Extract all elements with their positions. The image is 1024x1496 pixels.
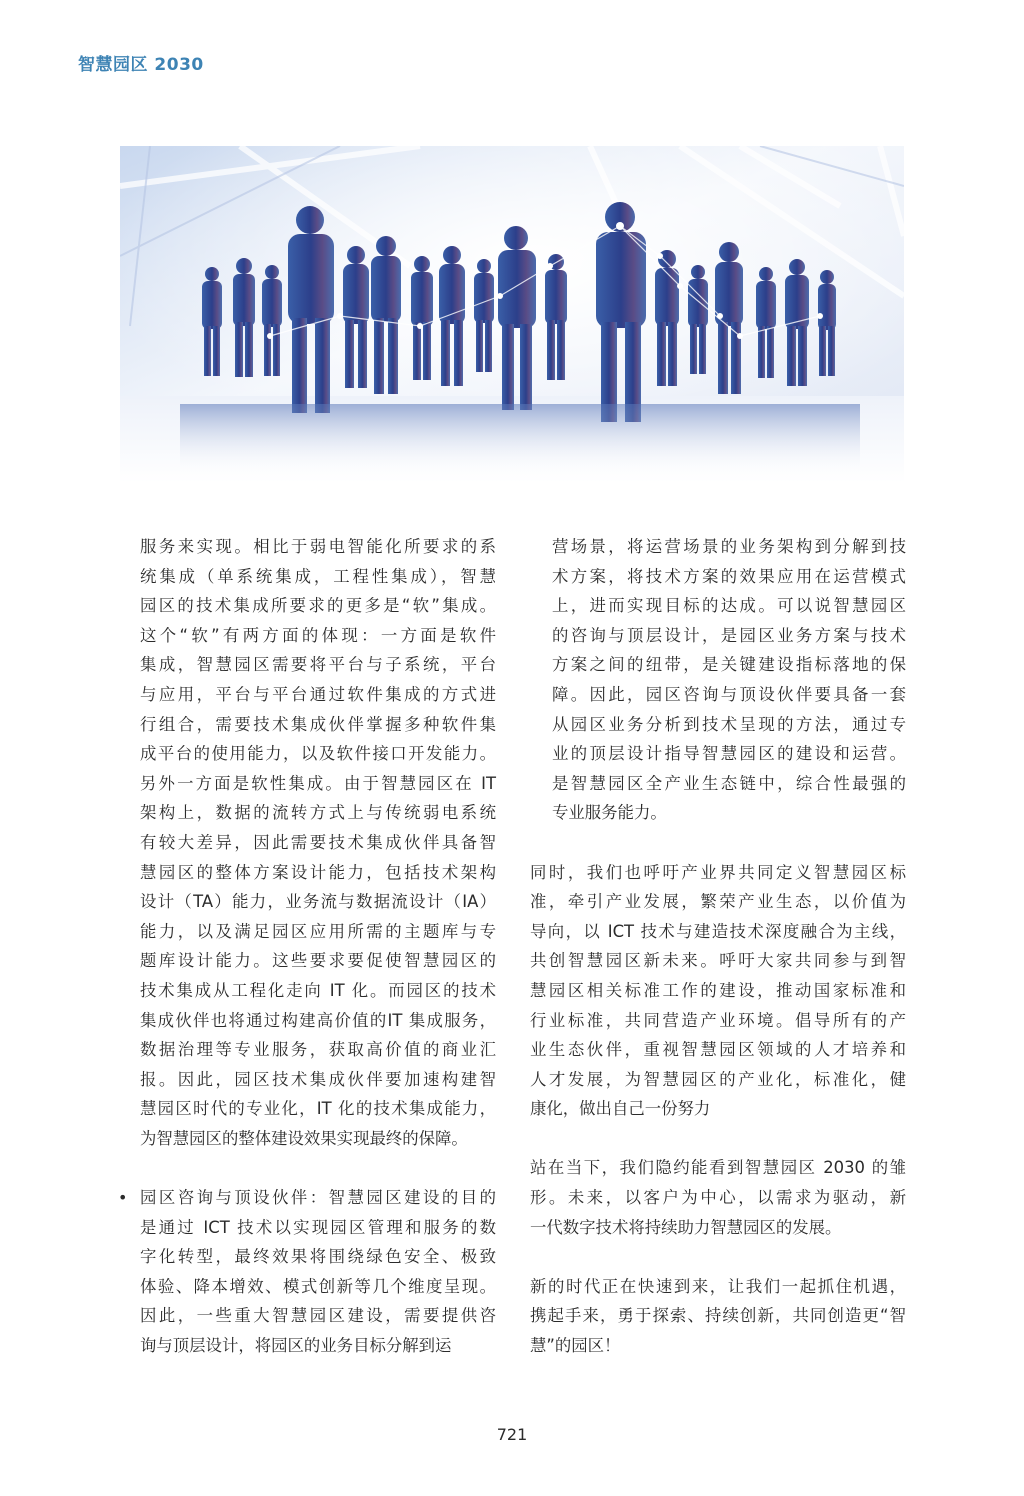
text-line: 架构上，数据的流转方式上与传统弱电系统 (140, 803, 496, 823)
running-header-title: 智慧园区 2030 (78, 55, 204, 75)
left-text-column (118, 532, 496, 1361)
text-line: 准，牵引产业发展，繁荣产业生态，以价值为 (530, 892, 906, 912)
text-line: 因此，一些重大智慧园区建设，需要提供咨 (140, 1306, 496, 1326)
text-line: 同时，我们也呼吁产业界共同定义智慧园区标 (530, 862, 906, 882)
text-line: 行业标准，共同营造产业环境。倡导所有的产 (530, 1010, 906, 1030)
text-line: 题库设计能力。这些要求要促使智慧园区的 (140, 951, 496, 971)
text-line: 统集成（单系统集成，工程性集成），智慧 (140, 566, 496, 586)
text-line: 集成，智慧园区需要将平台与子系统，平台 (140, 655, 496, 675)
text-line: 专业服务能力。 (552, 803, 667, 823)
right-paragraph-vision-2030 (530, 1153, 906, 1242)
text-line: 这个“软”有两方面的体现：一方面是软件 (140, 625, 496, 645)
bullet-item-consulting-partner (118, 1183, 496, 1361)
text-line: 设计（TA）能力，业务流与数据流设计（IA） (140, 892, 496, 912)
text-line: 康化，做出自己一份努力 (530, 1099, 711, 1119)
text-line: 行组合，需要技术集成伙伴掌握多种软件集 (140, 714, 496, 734)
text-line: 有较大差异，因此需要技术集成伙伴具备智 (140, 832, 496, 852)
text-line: 从园区业务分析到技术呈现的方法，通过专 (552, 714, 906, 734)
text-line: 园区咨询与顶设伙伴：智慧园区建设的目的 (140, 1188, 496, 1208)
text-line: 数据治理等专业服务，获取高价值的商业汇 (140, 1040, 496, 1060)
text-line: 障。因此，园区咨询与顶设伙伴要具备一套 (552, 684, 906, 704)
text-line: 业生态伙伴，重视智慧园区领域的人才培养和 (530, 1040, 906, 1060)
right-text-column (530, 532, 906, 1361)
text-line: 新的时代正在快速到来，让我们一起抓住机遇， (530, 1276, 906, 1296)
text-line: 慧园区时代的专业化，IT 化的技术集成能力， (140, 1099, 496, 1119)
text-line: 能力，以及满足园区应用所需的主题库与专 (140, 921, 496, 941)
paragraph-gap (140, 1153, 496, 1183)
text-line: 为智慧园区的整体建设效果实现最终的保障。 (140, 1128, 468, 1148)
text-line: 慧”的园区！ (530, 1336, 621, 1356)
text-line: 报。因此，园区技术集成伙伴要加速构建智 (140, 1069, 496, 1089)
text-line: 成平台的使用能力，以及软件接口开发能力。 (140, 744, 496, 764)
text-line: 服务来实现。相比于弱电智能化所要求的系 (140, 537, 496, 556)
text-line: 的咨询与顶层设计，是园区业务方案与技术 (552, 625, 906, 645)
text-line: 方案之间的纽带，是关键建设指标落地的保 (552, 655, 906, 675)
paragraph-gap (530, 1124, 906, 1154)
text-line: 集成伙伴也将通过构建高价值的IT 集成服务， (140, 1010, 496, 1030)
text-line: 慧园区的整体方案设计能力，包括技术架构 (140, 862, 496, 882)
hero-image-business-crowd (120, 146, 904, 483)
text-line: 导向，以 ICT 技术与建造技术深度融合为主线， (530, 921, 906, 941)
left-paragraph-1 (140, 532, 496, 1153)
paragraph-gap (530, 1242, 906, 1272)
right-paragraph-closing (530, 1272, 906, 1361)
text-line: 是通过 ICT 技术以实现园区管理和服务的数 (140, 1217, 496, 1237)
text-line: 一代数字技术将持续助力智慧园区的发展。 (530, 1217, 842, 1237)
text-line: 是智慧园区全产业生态链中，综合性最强的 (552, 773, 906, 793)
right-continued-paragraph (530, 532, 906, 828)
text-line: 园区的技术集成所要求的更多是“软”集成。 (140, 596, 496, 616)
text-line: 营场景，将运营场景的业务架构到分解到技 (552, 537, 906, 556)
text-line: 人才发展，为智慧园区的产业化，标准化，健 (530, 1069, 906, 1089)
text-line: 站在当下，我们隐约能看到智慧园区 2030 的雏 (530, 1158, 906, 1178)
text-line: 术方案，将技术方案的效果应用在运营模式 (552, 566, 906, 586)
text-line: 慧园区相关标准工作的建设，推动国家标准和 (530, 980, 906, 1000)
bullet-marker: • (118, 1188, 128, 1208)
bullet-paragraph (140, 1183, 496, 1361)
page-number: 721 (496, 1425, 528, 1444)
text-line: 字化转型，最终效果将围绕绿色安全、极致 (140, 1247, 496, 1267)
text-line: 业的顶层设计指导智慧园区的建设和运营。 (552, 744, 906, 764)
text-line: 技术集成从工程化走向 IT 化。而园区的技术 (140, 980, 496, 1000)
text-line: 另外一方面是软性集成。由于智慧园区在 IT (140, 773, 496, 793)
right-paragraph-standards (530, 858, 906, 1124)
text-line: 共创智慧园区新未来。呼吁大家共同参与到智 (530, 951, 906, 971)
paragraph-gap (530, 828, 906, 858)
text-line: 形。未来，以客户为中心，以需求为驱动，新 (530, 1188, 906, 1208)
text-line: 询与顶层设计，将园区的业务目标分解到运 (140, 1336, 452, 1356)
text-line: 体验、降本增效、模式创新等几个维度呈现。 (140, 1276, 496, 1296)
text-line: 与应用，平台与平台通过软件集成的方式进 (140, 684, 496, 704)
hero-illustration (120, 146, 904, 483)
text-line: 上，进而实现目标的达成。可以说智慧园区 (552, 596, 906, 616)
text-line: 携起手来，勇于探索、持续创新，共同创造更“智 (530, 1306, 906, 1326)
